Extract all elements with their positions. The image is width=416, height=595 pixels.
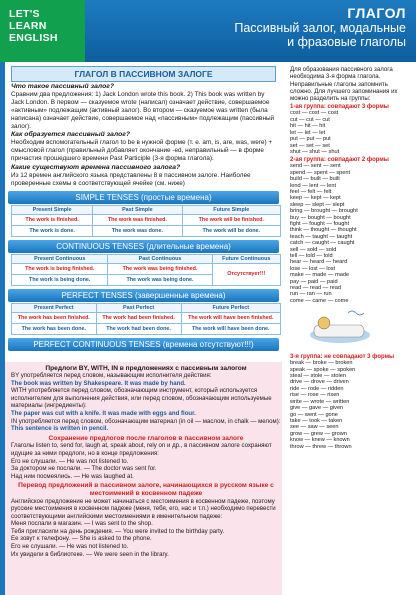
verb-form-row: see — saw — seen — [290, 424, 339, 431]
table-row: The work is finished. The work was finished. The work will be finished. — [12, 214, 281, 225]
page-subtitle-2: и фразовые глаголы — [287, 35, 406, 49]
translation-example: Тебя пригласили на день рождения. — You were invited to the birthday party. — [11, 527, 225, 535]
perfect-band: PERFECT TENSES (завершенные времена) — [8, 289, 279, 302]
logo-line2: LEARN — [9, 20, 47, 32]
group-3-title: 3-я группа: не совпадают 3 формы — [290, 354, 395, 361]
translation-title: Перевод предложений в пассивном залоге, начинающихся в русском языке с местоимений в косвенном падеже — [18, 482, 274, 497]
group-3-list — [290, 360, 412, 450]
verb-form-row: ride — rode — ridden — [290, 385, 344, 392]
group-1-title: 1-ая группа: совпадают 3 формы — [290, 104, 389, 111]
question-2: Как образуется пассивный залог? — [11, 131, 131, 139]
table-header: Past Continuous — [108, 254, 212, 263]
page-title: ГЛАГОЛ — [347, 5, 406, 21]
verb-form-row: sell — sold — sold — [290, 246, 337, 253]
keep-prepositions-title: Сохранение предлогов после глаголов в пассивном залоге — [48, 434, 244, 442]
simple-table — [11, 205, 281, 237]
table-row: The work has been finished. The work had been finished. The work will have been finished. — [12, 312, 281, 323]
prepositions-text — [5, 372, 287, 558]
verb-form-row: speak — spoke — spoken — [290, 366, 356, 373]
prepositions-title: Предлоги BY, WITH, IN в предложениях с пассивным залогом — [45, 365, 247, 372]
verb-form-row: spend — spent — spent — [290, 169, 351, 176]
verb-form-row: grow — grew — grown — [290, 430, 347, 437]
by-example: The book was written by Shakespeare. It was made by hand. — [11, 379, 186, 387]
paragraph-2: Необходим вспомогательный глагол to be в нужной форме (т. е. am, is, are, was, were) + смысловой глагол (правильный добавляет окончание -ed, неправильный — в форме причастия прошедшего времени Past Participle (3-я форма глагола). — [11, 139, 273, 163]
verb-form-row: buy — bought — bought — [290, 214, 351, 221]
irregular-intro: Для образования пассивного залога необходима 3-я форма глагола. Неправильные глаголы запомнить сложно. Для лучшего запоминания их можно разделить на группы: — [290, 66, 398, 103]
verb-form-row: teach — taught — taught — [290, 233, 353, 240]
verb-form-row: put — put — put — [290, 136, 331, 143]
continuous-band: CONTINUOUS TENSES (длительные времена) — [8, 240, 279, 253]
perfect-continuous-band: PERFECT CONTINUOUS TENSES (времена отсутствуют!!!) — [8, 338, 279, 351]
verb-form-row: hear — heard — heard — [290, 259, 348, 266]
verb-form-row: keep — kept — kept — [290, 195, 341, 202]
verb-form-row: run — ran — run — [290, 291, 332, 298]
page-subtitle-1: Пассивный залог, модальные — [234, 21, 406, 35]
table-row: The work is being finished. The work was being finished. Отсутствует!!! — [12, 263, 281, 274]
verb-form-row: steal — stole — stolen — [290, 373, 346, 380]
translation-example: Их увидели в библиотеке. — We were seen in the library. — [11, 550, 169, 558]
logo-line1: LET'S — [9, 8, 40, 20]
paragraph-1: Сравним два предложения: 1) Jack London wrote this book. 2) This book was written by Jack London. В первом — сказуемое wrote (написал) означает действие, совершаемое «активным» подлежащим (активный залог). Во втором — сказуемое was written (была написана) означает действие, совершаемое над «пассивным» подлежащим (пассивный залог). — [11, 90, 275, 130]
table-header: Present Perfect — [12, 303, 97, 312]
verb-form-row: think — thought — thought — [290, 227, 357, 234]
with-example: The paper was cut with a knife. It was made with eggs and flour. — [11, 409, 196, 417]
by-rule: BY употребляется перед словом, называющим исполнителя действия: — [11, 372, 212, 379]
keep-example: За доктором не послали. — The doctor was sent for. — [11, 465, 157, 473]
continuous-table — [11, 254, 281, 286]
verb-form-row: set — set — set — [290, 142, 330, 149]
verb-form-row: know — knew — known — [290, 437, 350, 444]
verb-form-row: read — read — read — [290, 285, 341, 292]
verb-form-row: break — broke — broken — [290, 360, 353, 367]
verb-form-row: lose — lost — lost — [290, 265, 336, 272]
verb-form-row: take — took — taken — [290, 417, 343, 424]
table-row: The work is done. The work was done. The work will be done. — [12, 225, 281, 236]
keep-prepositions-text: Глаголы listen to, send for, laugh at, speak about, rely on и др., в пассивном залоге сохраняют идущие за ними предлоги, но в конце предложения: — [11, 442, 272, 457]
verb-form-row: send — sent — sent — [290, 163, 341, 170]
keep-example: Над ним посмеялись. — He was laughed at. — [11, 472, 134, 480]
passive-text — [5, 83, 282, 188]
verb-form-row: give — gave — given — [290, 405, 344, 412]
right-column — [282, 62, 416, 595]
question-1: Что такое пассивный залог? — [11, 83, 114, 90]
translation-example: Ее зовут к телефону. — She is asked to the phone. — [11, 535, 152, 543]
verb-form-row: go — went — gone — [290, 411, 338, 418]
simple-band: SIMPLE TENSES (простые времена) — [8, 191, 279, 204]
table-header: Past Simple — [93, 205, 182, 214]
table-header: Future Continuous — [212, 254, 280, 263]
verb-form-row: cost — cost — cost — [290, 110, 339, 117]
verb-form-row: let — let — let — [290, 129, 326, 136]
table-header: Future Perfect — [181, 303, 280, 312]
logo — [0, 0, 85, 62]
verb-form-row: build — built — built — [290, 176, 340, 183]
table-header: Past Perfect — [96, 303, 181, 312]
table-row: The work has been done. The work had been done. The work will have been done. — [12, 323, 281, 334]
table-header: Present Simple — [12, 205, 93, 214]
verb-form-row: sleep — slept — slept — [290, 201, 345, 208]
keep-example: Его не слушали. — He was not listened to. — [11, 457, 129, 465]
verb-form-row: lend — lent — lent — [290, 182, 337, 189]
logo-line3: ENGLISH — [9, 32, 58, 44]
verb-form-row: bring — brought — brought — [290, 208, 358, 215]
translation-example: Его не слушали. — He was not listened to. — [11, 543, 129, 551]
verb-form-row: drive — drove — driven — [290, 379, 349, 386]
translation-example: Меня послали в магазин. — I was sent to the shop. — [11, 520, 153, 528]
table-row: The work is being done. The work was being done. — [12, 274, 281, 285]
verb-form-row: pay — paid — paid — [290, 278, 338, 285]
header — [85, 0, 416, 62]
table-header: Future Simple — [182, 205, 280, 214]
verb-form-row: write — wrote — written — [290, 398, 350, 405]
table-header: Present Continuous — [12, 254, 108, 263]
verb-form-row: feel — felt — felt — [290, 188, 332, 195]
verb-form-row: come — came — come — [290, 297, 349, 304]
group-2-list — [290, 163, 412, 304]
paragraph-3: Из 12 времен английского языка представлены 8 в пассивном залоге. Наиболее проверенные схемы в соответствующей ячейке (см. ниже) — [11, 171, 251, 187]
question-3: Какие существуют времена пассивного залога? — [11, 164, 181, 172]
sleeping-cat-illustration — [300, 307, 380, 345]
prepositions-box — [5, 362, 287, 595]
left-column — [0, 62, 282, 595]
passive-title: ГЛАГОЛ В ПАССИВНОМ ЗАЛОГЕ — [11, 66, 276, 82]
verb-form-row: tell — told — told — [290, 253, 333, 260]
verb-form-row: rise — rose — risen — [290, 392, 340, 399]
verb-form-row: fight — fought — fought — [290, 220, 350, 227]
verb-form-row: catch — caught — caught — [290, 240, 355, 247]
verb-form-row: make — made — made — [290, 272, 350, 279]
group-1-list — [290, 110, 412, 155]
verb-form-row: shut — shut — shut — [290, 148, 340, 155]
in-rule: IN употребляется перед словом, обозначающим материал (in oil — маслом, in chalk — мелом): — [11, 417, 281, 425]
with-rule: WITH употребляется перед словом, обозначающим инструмент, который используется исполнителем для выполнения действия, или перед словом, обозначающим используемые материалы (ингредиенты): — [11, 387, 272, 410]
translation-text: Английское предложение не может начинаться с местоимения в косвенном падеже, поэтому русские местоимения в косвенном падеже (меня, тебя, его, нас и т.п.) необходимо перевести соответствующими английскими местоимениями в именительном падеже: — [11, 497, 276, 520]
verb-form-row: cut — cut — cut — [290, 116, 330, 123]
perfect-table — [11, 303, 281, 335]
in-example: This sentence is written in pencil. — [11, 425, 109, 433]
verb-form-row: hit — hit — hit — [290, 123, 326, 130]
verb-form-row: throw — threw — thrown — [290, 443, 352, 450]
group-2-title: 2-ая группа: совпадают 2 формы — [290, 157, 389, 164]
